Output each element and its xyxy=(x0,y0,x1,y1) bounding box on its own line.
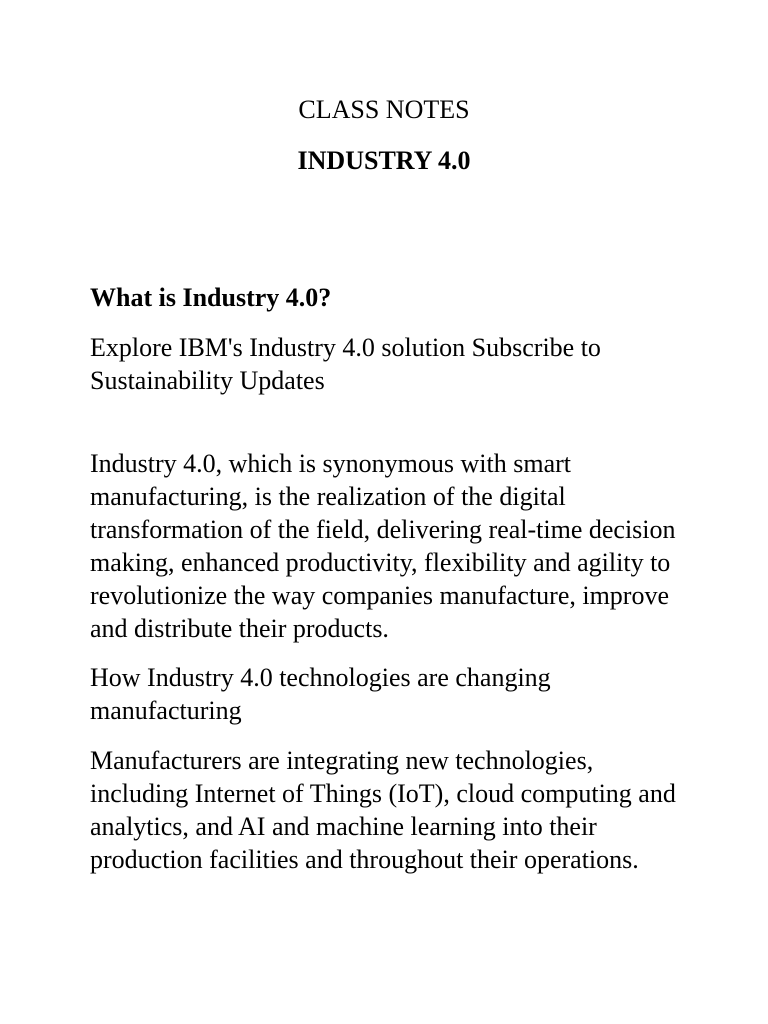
paragraph-how-changing: How Industry 4.0 technologies are changing manufacturing xyxy=(90,663,551,725)
section-heading: What is Industry 4.0? xyxy=(90,283,332,312)
paragraph-ibm-explore: Explore IBM's Industry 4.0 solution Subscribe to Sustainability Updates xyxy=(90,333,601,395)
document-title-class-notes: CLASS NOTES xyxy=(298,95,470,124)
paragraph-definition: Industry 4.0, which is synonymous with smart manufacturing, is the realization of the digital transformation of the field, delivering real-time decision making, enhanced productivity, flexibility and agility to revolutionize the way companies manufacture, improve and distribute their products. xyxy=(90,449,676,643)
document-title-industry: INDUSTRY 4.0 xyxy=(297,146,471,175)
paragraph-manufacturers: Manufacturers are integrating new technologies, including Internet of Things (IoT), cloud computing and analytics, and AI and machine learning into their production facilities and throughout their operations. xyxy=(90,746,676,874)
